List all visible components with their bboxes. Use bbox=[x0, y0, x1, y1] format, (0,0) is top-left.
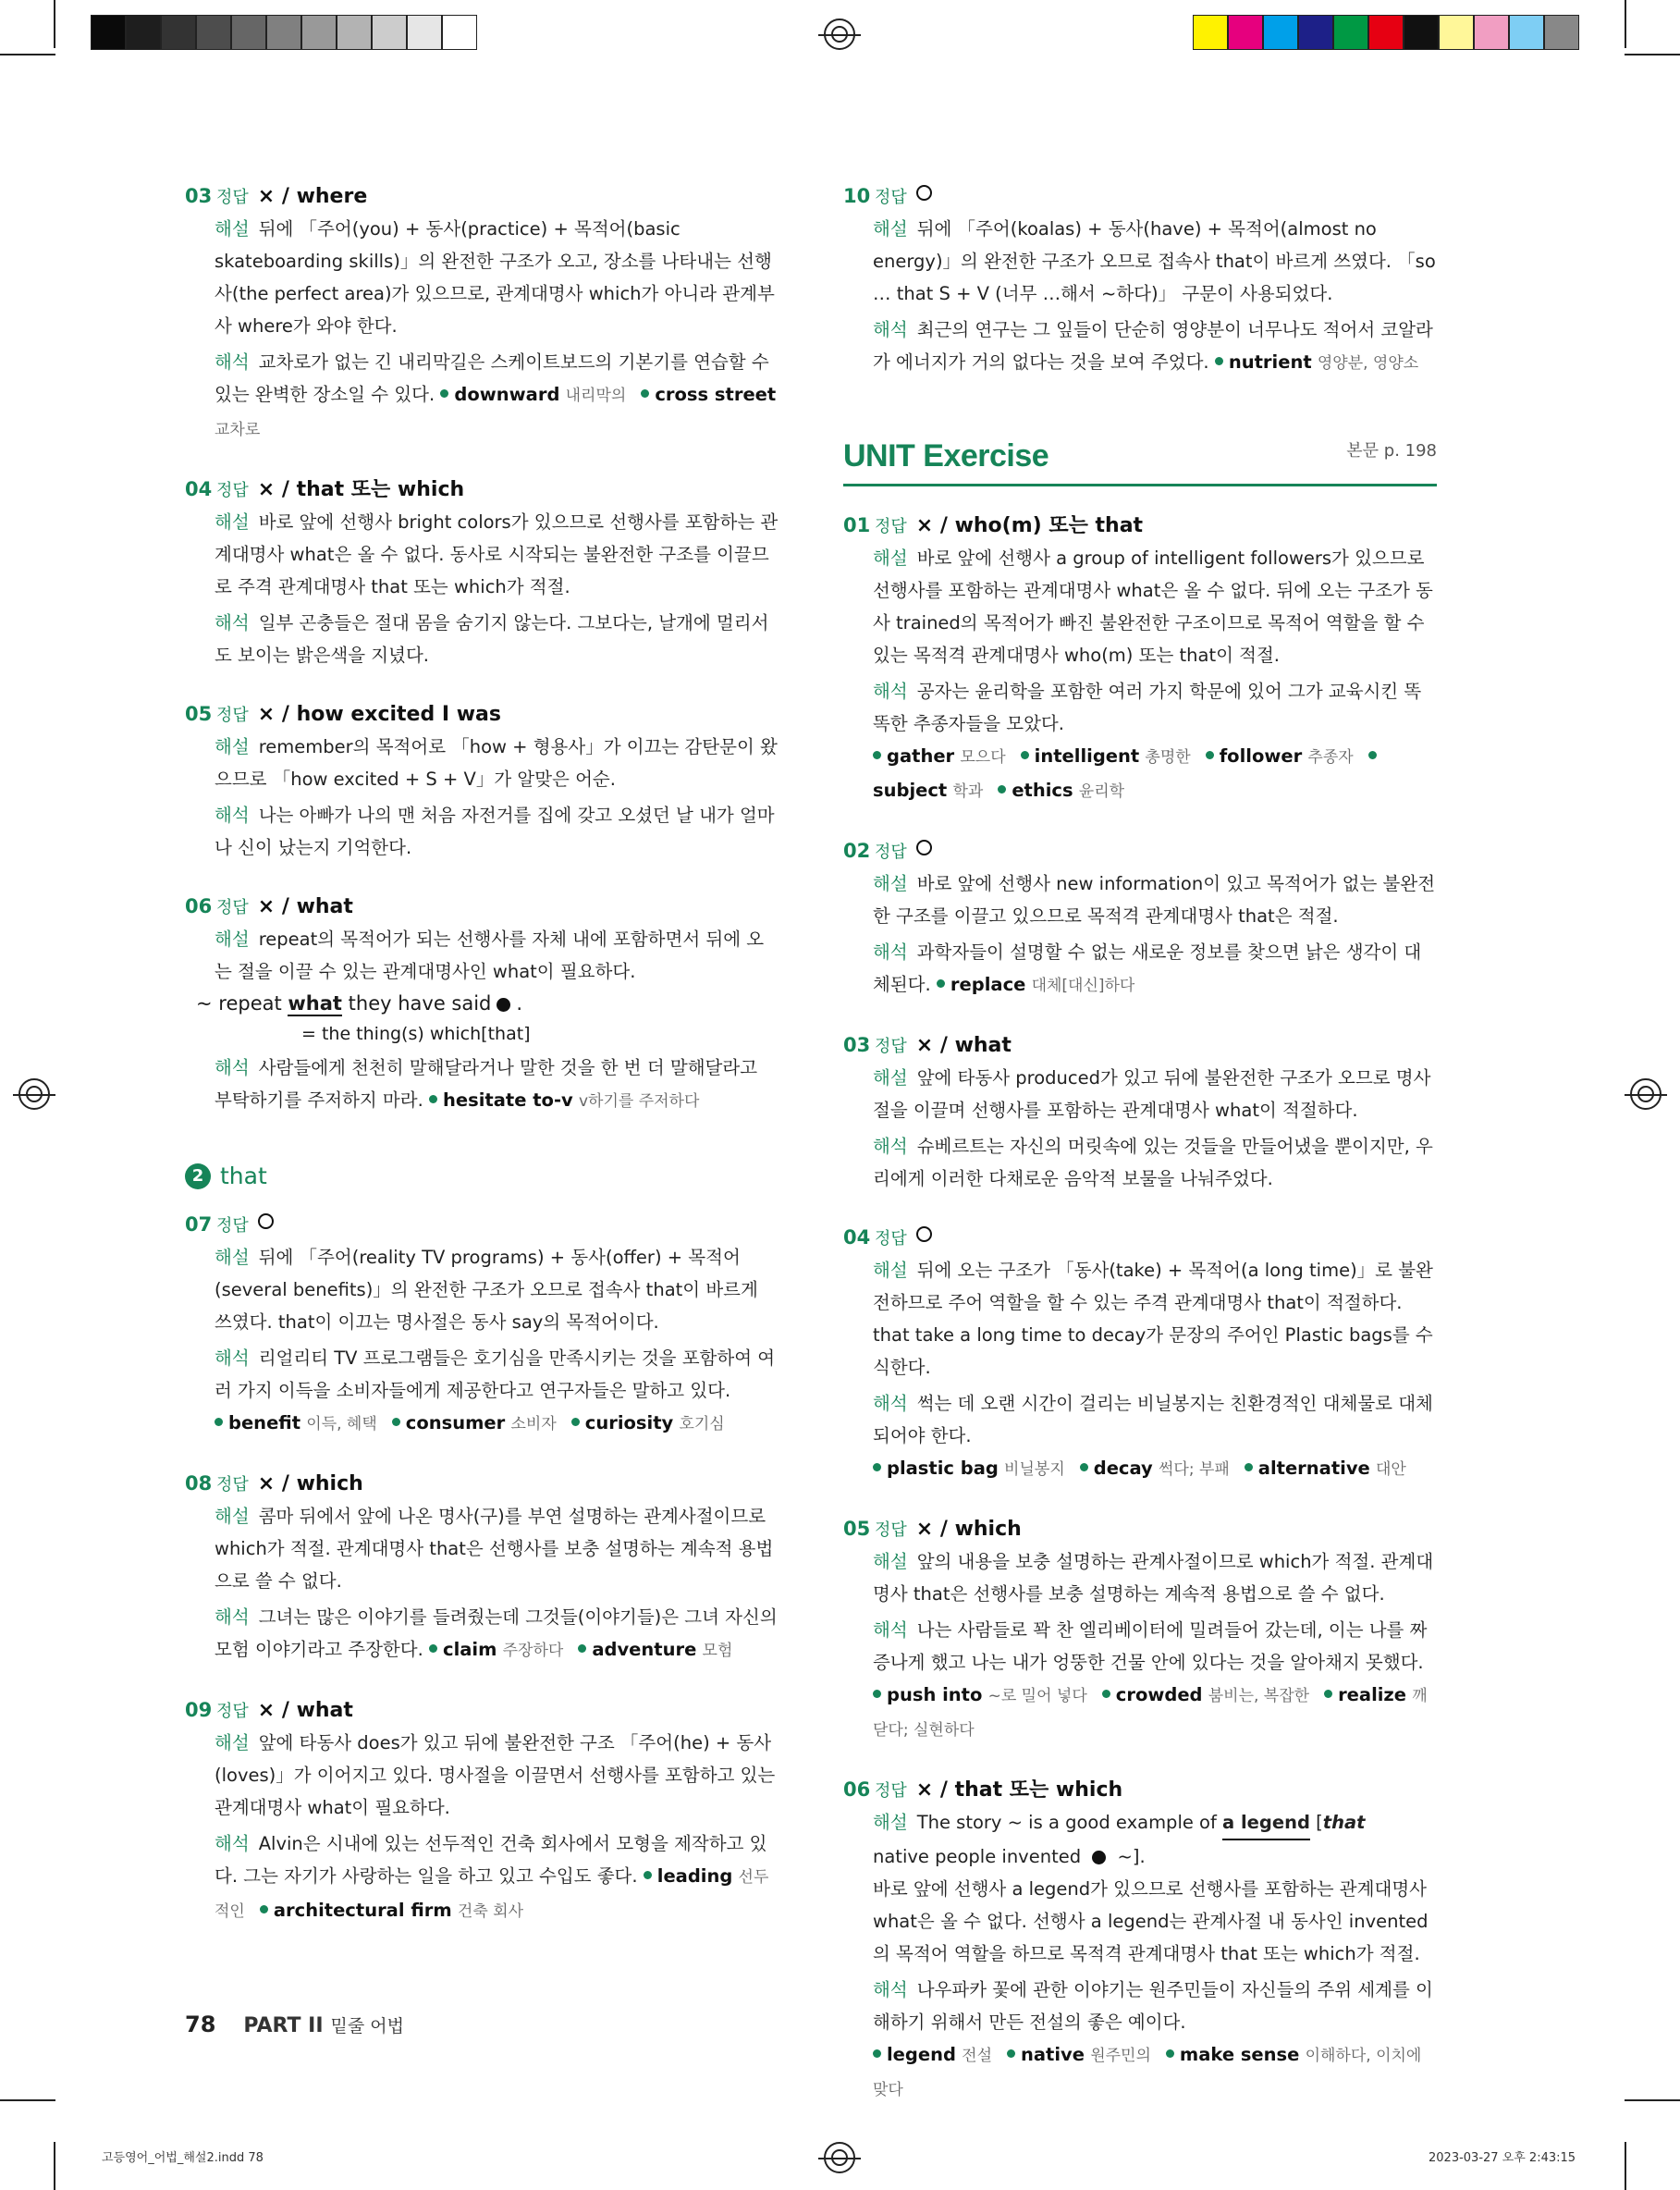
crop-mark bbox=[1625, 54, 1680, 55]
explanation bbox=[843, 213, 1437, 310]
translation-text: 나는 사람들로 꽉 찬 엘리베이터에 밀려들어 갔는데, 이는 나를 짜증나게 했고 나는 내가 엉뚱한 건물 안에 있다는 것을 알아채지 못했다. bbox=[873, 1619, 1428, 1673]
translation bbox=[843, 1614, 1437, 1679]
answer-text: × / where bbox=[257, 185, 368, 208]
translation-label: 해석 bbox=[215, 1057, 250, 1078]
color-swatch bbox=[1439, 15, 1474, 50]
vocab-meaning: 비닐봉지 bbox=[1004, 1460, 1065, 1479]
gap-marker bbox=[497, 998, 510, 1012]
translation bbox=[843, 936, 1437, 1003]
section-title: that bbox=[220, 1163, 267, 1189]
answer-item bbox=[185, 1210, 779, 1441]
vocab-meaning: 원주민의 bbox=[1090, 2047, 1151, 2065]
answer-text: × / which bbox=[257, 1472, 363, 1495]
translation bbox=[843, 314, 1437, 380]
color-swatch bbox=[337, 15, 372, 50]
translation bbox=[843, 1387, 1437, 1452]
answer-text: × / that 또는 which bbox=[915, 1778, 1123, 1802]
item-number: 08 bbox=[185, 1472, 213, 1495]
answer-item bbox=[185, 1469, 779, 1667]
example-text: ~ repeat bbox=[196, 992, 288, 1015]
color-calibration-bar bbox=[1193, 15, 1579, 50]
item-header bbox=[843, 1030, 1437, 1062]
antecedent-underline: a legend bbox=[1222, 1806, 1310, 1840]
explain-label: 해설 bbox=[215, 511, 250, 533]
vocab-bullet-icon bbox=[571, 1418, 580, 1426]
color-swatch bbox=[1228, 15, 1263, 50]
item-header bbox=[185, 699, 779, 731]
translation bbox=[843, 675, 1437, 740]
color-swatch bbox=[1193, 15, 1228, 50]
item-header bbox=[185, 474, 779, 506]
answer-text: × / what bbox=[257, 1699, 353, 1722]
vocab-word: decay bbox=[1093, 1458, 1153, 1479]
vocab-bullet-icon bbox=[937, 979, 945, 988]
vocab-word: alternative bbox=[1257, 1458, 1370, 1479]
explanation-text: 바로 앞에 선행사 a legend가 있으므로 선행사를 포함하는 관계대명사 what은 올 수 없다. 선행사 a legend는 관계사절 내 동사인 invented의 목적어 역할을 하므로 목적격 관계대명사 that 또는 which가 적절. bbox=[873, 1878, 1429, 1964]
item-number: 03 bbox=[843, 1034, 871, 1056]
crop-mark bbox=[54, 0, 55, 48]
item-header bbox=[185, 1695, 779, 1727]
vocab-word: adventure bbox=[592, 1639, 697, 1660]
translation-text: 나는 아빠가 나의 맨 처음 자전거를 집에 갖고 오셨던 날 내가 얼마나 신이 났는지 기억한다. bbox=[215, 805, 775, 858]
explanation-text: 바로 앞에 선행사 bright colors가 있으므로 선행사를 포함하는 관계대명사 what은 올 수 없다. 동사로 시작되는 불완전한 구조를 이끌므로 주격 관계대명사 that 또는 which가 적절. bbox=[215, 511, 779, 597]
vocab-bullet-icon bbox=[1021, 751, 1029, 759]
vocab-meaning: v하기를 주저하다 bbox=[578, 1092, 700, 1111]
section-number-badge: 2 bbox=[185, 1163, 211, 1189]
answer-label: 정답 bbox=[216, 898, 249, 917]
answer-item bbox=[185, 474, 779, 671]
translation-text: 그녀는 많은 이야기를 들려줬는데 그것들(이야기들)은 그녀 자신의 모험 이야기라고 주장한다. bbox=[215, 1606, 778, 1660]
explanation-text: 뒤에 「주어(reality TV programs) + 동사(offer) + 목적어(several benefits)」의 완전한 구조가 오므로 접속사 that이 바르게 쓰였다. that이 이끄는 명사절은 동사 say의 목적어이다. bbox=[215, 1247, 758, 1333]
vocab-word: make sense bbox=[1179, 2044, 1300, 2065]
vocab-word: hesitate to-v bbox=[443, 1089, 573, 1111]
item-number: 06 bbox=[185, 895, 213, 917]
vocab-bullet-icon bbox=[873, 2049, 881, 2058]
answer-text: × / what bbox=[915, 1034, 1012, 1057]
vocab-bullet-icon bbox=[641, 389, 649, 398]
page-number: 78 bbox=[185, 2012, 216, 2037]
vocab-meaning: 내리막의 bbox=[565, 387, 627, 405]
vocab-meaning: 학과 bbox=[952, 782, 984, 801]
item-header bbox=[185, 1210, 779, 1241]
translation-text: 공자는 윤리학을 포함한 여러 가지 학문에 있어 그가 교육시킨 똑똑한 추종자들을 모았다. bbox=[873, 681, 1422, 734]
example-text: they have said bbox=[341, 992, 492, 1015]
underlined-word: what bbox=[288, 992, 342, 1015]
color-swatch bbox=[161, 15, 196, 50]
explain-label: 해설 bbox=[215, 1247, 250, 1268]
answer-label: 정답 bbox=[875, 188, 907, 207]
file-slug: 고등영어_어법_해설2.indd 78 bbox=[102, 2151, 264, 2165]
crop-mark bbox=[1625, 2142, 1626, 2190]
color-swatch bbox=[91, 15, 126, 50]
translation-label: 해석 bbox=[873, 1979, 908, 2000]
gap-marker bbox=[1092, 1851, 1106, 1864]
item-number: 04 bbox=[843, 1226, 871, 1249]
answer-label: 정답 bbox=[216, 1702, 249, 1721]
crop-mark bbox=[54, 2142, 55, 2190]
vocab-meaning: 썩다; 부패 bbox=[1158, 1460, 1230, 1479]
vocab-word: leading bbox=[656, 1865, 733, 1887]
vocab-meaning: 총명한 bbox=[1145, 748, 1191, 767]
vocab-meaning: 추종자 bbox=[1307, 748, 1354, 767]
registration-mark bbox=[824, 2142, 855, 2173]
vocab-word: downward bbox=[454, 384, 560, 405]
item-header bbox=[843, 1223, 1437, 1254]
vocab-word: follower bbox=[1219, 745, 1303, 767]
answer-text: × / how excited I was bbox=[257, 703, 501, 726]
vocab-bullet-icon bbox=[1324, 1690, 1332, 1698]
item-number: 10 bbox=[843, 185, 871, 207]
vocab-bullet-icon bbox=[429, 1644, 437, 1653]
item-number: 01 bbox=[843, 514, 871, 536]
explanation bbox=[843, 1062, 1437, 1126]
vocab-word: realize bbox=[1338, 1684, 1407, 1705]
right-column bbox=[843, 181, 1437, 2135]
vocab-word: benefit bbox=[228, 1412, 301, 1433]
vocab-meaning: 건축 회사 bbox=[457, 1902, 524, 1921]
vocab-word: crowded bbox=[1115, 1684, 1203, 1705]
vocab-bullet-icon bbox=[1007, 2049, 1015, 2058]
explanation bbox=[843, 867, 1437, 932]
answer-label: 정답 bbox=[875, 843, 907, 862]
answer-text: × / that 또는 which bbox=[257, 478, 465, 501]
vocab-word: native bbox=[1021, 2044, 1085, 2065]
unit-title-b: Exercise bbox=[923, 438, 1049, 474]
vocab-word: curiosity bbox=[584, 1412, 674, 1433]
vocab-word: claim bbox=[443, 1639, 497, 1660]
vocab-word: architectural firm bbox=[273, 1900, 452, 1921]
explanation-text: 바로 앞에 선행사 a group of intelligent followers가 있으므로 선행사를 포함하는 관계대명사 what은 올 수 없다. 뒤에 오는 구조가 동사 trained의 목적어가 빠진 불완전한 구조이므로 목적어 역할을 할 수 있는 목적격 관계대명사 who(m) 또는 that이 적절. bbox=[873, 548, 1433, 666]
vocab-bullet-icon bbox=[215, 1418, 223, 1426]
vocab-word: cross street bbox=[655, 384, 777, 405]
unit-title-a: UNIT bbox=[843, 438, 915, 474]
part-label: PART II bbox=[243, 2014, 324, 2037]
vocab-meaning: 호기심 bbox=[679, 1415, 725, 1433]
vocab-bullet-icon bbox=[1166, 2049, 1174, 2058]
example-text: ~]. bbox=[1111, 1846, 1146, 1867]
answer-text: × / what bbox=[257, 895, 353, 918]
vocab-meaning: 선두적인 bbox=[215, 1868, 769, 1921]
item-number: 03 bbox=[185, 185, 213, 207]
answer-text: × / who(m) 또는 that bbox=[915, 514, 1144, 537]
correct-circle-icon bbox=[916, 1226, 932, 1242]
translation-text: 사람들에게 천천히 말해달라거나 말한 것을 한 번 더 말해달라고 부탁하기를 주저하지 마라. bbox=[215, 1057, 758, 1111]
vocab-meaning: 깨닫다; 실현하다 bbox=[873, 1687, 1428, 1740]
vocab-word: subject bbox=[873, 780, 948, 801]
translation bbox=[185, 799, 779, 864]
translation-label: 해석 bbox=[873, 1619, 908, 1641]
color-swatch bbox=[1404, 15, 1439, 50]
crop-mark bbox=[1625, 0, 1626, 48]
item-header bbox=[843, 181, 1437, 213]
answer-item bbox=[843, 1514, 1437, 1747]
vocab-bullet-icon bbox=[873, 751, 881, 759]
item-number: 05 bbox=[843, 1518, 871, 1540]
translation-label: 해석 bbox=[215, 351, 250, 373]
translation bbox=[185, 1342, 779, 1407]
explanation-text: 뒤에 오는 구조가 「동사(take) + 목적어(a long time)」로 불완전하므로 주어 역할을 할 수 있는 주격 관계대명사 that이 적절하다. that take a long time to decay가 문장의 주어인 Plastic bags를 수식한다. bbox=[873, 1260, 1433, 1378]
explanation bbox=[185, 1241, 779, 1338]
item-number: 07 bbox=[185, 1213, 213, 1236]
left-column bbox=[185, 181, 779, 1956]
explanation-text: repeat의 목적어가 되는 선행사를 자체 내에 포함하면서 뒤에 오는 절을 이끌 수 있는 관계대명사인 what이 필요하다. bbox=[215, 929, 765, 982]
answer-label: 정답 bbox=[875, 1781, 907, 1801]
explain-label: 해설 bbox=[215, 218, 250, 240]
vocab-meaning: 전설 bbox=[962, 2047, 992, 2065]
answer-label: 정답 bbox=[875, 517, 907, 536]
section-heading bbox=[185, 1163, 779, 1189]
answer-label: 정답 bbox=[216, 706, 249, 725]
part-subtitle: 밑줄 어법 bbox=[330, 2016, 404, 2036]
vocab-word: plastic bag bbox=[887, 1458, 999, 1479]
vocab-bullet-icon bbox=[1215, 357, 1223, 365]
vocab-bullet-icon bbox=[440, 389, 448, 398]
translation-text: 과학자들이 설명할 수 없는 새로운 정보를 찾으면 낡은 생각이 대체된다. bbox=[873, 941, 1422, 995]
vocab-meaning: 모험 bbox=[702, 1642, 733, 1660]
registration-mark bbox=[1630, 1078, 1662, 1110]
explanation-text: 바로 앞에 선행사 new information이 있고 목적어가 없는 불완전한 구조를 이끌고 있으므로 목적격 관계대명사 that은 적절. bbox=[873, 873, 1436, 927]
explanation-text: 뒤에 「주어(koalas) + 동사(have) + 목적어(almost no energy)」의 완전한 구조가 오므로 접속사 that이 바르게 쓰였다. 「so … that S + V (너무 …해서 ~하다)」 구문이 사용되었다. bbox=[873, 218, 1436, 304]
vocab-bullet-icon bbox=[998, 785, 1006, 794]
explain-label: 해설 bbox=[215, 1732, 250, 1753]
translation-text: 슈베르트는 자신의 머릿속에 있는 것들을 만들어냈을 뿐이지만, 우리에게 이러한 다채로운 음악적 보물을 나눠주었다. bbox=[873, 1136, 1433, 1189]
correct-circle-icon bbox=[916, 840, 932, 855]
vocab-word: legend bbox=[887, 2044, 956, 2065]
translation-label: 해석 bbox=[215, 1347, 250, 1369]
example-text: native people invented bbox=[873, 1846, 1082, 1867]
answer-item bbox=[843, 1775, 1437, 2107]
vocab-meaning: 교차로 bbox=[215, 421, 261, 439]
color-swatch bbox=[442, 15, 477, 50]
item-number: 06 bbox=[843, 1778, 871, 1801]
vocab-meaning: 윤리학 bbox=[1078, 782, 1125, 801]
vocab-bullet-icon bbox=[429, 1095, 437, 1103]
translation-label: 해석 bbox=[215, 612, 250, 634]
vocab-meaning: 주장하다 bbox=[502, 1642, 564, 1660]
answer-item bbox=[843, 1030, 1437, 1195]
answer-item bbox=[185, 892, 779, 1118]
item-header bbox=[185, 181, 779, 213]
explain-label: 해설 bbox=[873, 873, 908, 894]
vocab-list bbox=[843, 2038, 1437, 2107]
vocab-bullet-icon bbox=[260, 1905, 268, 1913]
crop-mark bbox=[0, 54, 55, 55]
answer-label: 정답 bbox=[216, 1475, 249, 1495]
translation-label: 해석 bbox=[873, 1136, 908, 1157]
explain-label: 해설 bbox=[873, 1812, 908, 1833]
vocab-meaning: 붐비는, 복잡한 bbox=[1208, 1687, 1310, 1705]
example-text: [ bbox=[1309, 1812, 1323, 1833]
translation bbox=[185, 346, 779, 447]
vocab-word: intelligent bbox=[1034, 745, 1140, 767]
answer-item bbox=[185, 699, 779, 864]
example-note: = the thing(s) which[that] bbox=[301, 1024, 531, 1044]
translation-label: 해석 bbox=[873, 319, 908, 340]
vocab-bullet-icon bbox=[578, 1644, 586, 1653]
color-swatch bbox=[1509, 15, 1544, 50]
item-number: 05 bbox=[185, 703, 213, 725]
answer-text: × / which bbox=[915, 1518, 1022, 1541]
explanation bbox=[185, 506, 779, 603]
item-number: 04 bbox=[185, 478, 213, 500]
translation-text: 리얼리티 TV 프로그램들은 호기심을 만족시키는 것을 포함하여 여러 가지 이득을 소비자들에게 제공한다고 연구자들은 말하고 있다. bbox=[215, 1347, 776, 1401]
correct-circle-icon bbox=[916, 185, 932, 201]
vocab-meaning: 대안 bbox=[1376, 1460, 1406, 1479]
explanation bbox=[185, 1500, 779, 1597]
explain-label: 해설 bbox=[215, 1506, 250, 1527]
answer-item bbox=[843, 181, 1437, 380]
explanation-text: 뒤에 「주어(you) + 동사(practice) + 목적어(basic skateboarding skills)」의 완전한 구조가 오고, 장소를 나타내는 선행사(the perfect area)가 있으므로, 관계대명사 which가 아니라 관계부사 where가 와야 한다. bbox=[215, 218, 775, 337]
answer-item bbox=[185, 181, 779, 447]
translation-text: 일부 곤충들은 절대 몸을 숨기지 않는다. 그보다는, 날개에 멀리서도 보이는 밝은색을 지녔다. bbox=[215, 612, 769, 666]
vocab-bullet-icon bbox=[1245, 1463, 1253, 1471]
vocab-bullet-icon bbox=[644, 1871, 652, 1879]
explanation bbox=[185, 213, 779, 342]
registration-mark bbox=[18, 1078, 50, 1110]
answer-item bbox=[843, 1223, 1437, 1486]
vocab-word: nutrient bbox=[1228, 351, 1312, 373]
translation bbox=[185, 1601, 779, 1667]
item-header bbox=[843, 1514, 1437, 1545]
explanation bbox=[843, 1545, 1437, 1610]
answer-item bbox=[843, 511, 1437, 808]
relative-pronoun: that bbox=[1322, 1812, 1366, 1833]
example-line: ~ repeat what they have said . bbox=[196, 992, 523, 1015]
translation-label: 해석 bbox=[873, 1393, 908, 1414]
vocab-list bbox=[843, 740, 1437, 808]
explain-label: 해설 bbox=[873, 548, 908, 569]
color-swatch bbox=[1544, 15, 1579, 50]
explain-label: 해설 bbox=[873, 1067, 908, 1089]
explanation bbox=[185, 731, 779, 795]
explain-label: 해설 bbox=[873, 1551, 908, 1572]
item-header bbox=[185, 1469, 779, 1500]
vocab-bullet-icon bbox=[392, 1418, 400, 1426]
vocab-bullet-icon bbox=[873, 1690, 881, 1698]
vocab-meaning: 이해하다, 이치에 맞다 bbox=[873, 2047, 1422, 2099]
answer-item bbox=[185, 1695, 779, 1928]
crop-mark bbox=[0, 2099, 55, 2101]
translation-label: 해석 bbox=[215, 805, 250, 826]
translation-label: 해석 bbox=[873, 941, 908, 963]
explanation bbox=[843, 1254, 1437, 1384]
translation bbox=[185, 607, 779, 671]
vocab-meaning: 이득, 혜택 bbox=[306, 1415, 377, 1433]
explanation-text: 콤마 뒤에서 앞에 나온 명사(구)를 부연 설명하는 관계사절이므로 which가 적절. 관계대명사 that은 선행사를 보충 설명하는 계속적 용법으로 쓸 수 없다. bbox=[215, 1506, 774, 1592]
unit-title bbox=[843, 438, 1048, 474]
answer-label: 정답 bbox=[216, 481, 249, 500]
explanation-text: 앞의 내용을 보충 설명하는 관계사절이므로 which가 적절. 관계대명사 that은 선행사를 보충 설명하는 계속적 용법으로 쓸 수 없다. bbox=[873, 1551, 1434, 1605]
vocab-bullet-icon bbox=[1102, 1690, 1110, 1698]
vocab-word: ethics bbox=[1012, 780, 1073, 801]
vocab-word: push into bbox=[887, 1684, 983, 1705]
explanation bbox=[185, 1727, 779, 1824]
color-swatch bbox=[126, 15, 161, 50]
answer-label: 정답 bbox=[216, 188, 249, 207]
color-swatch bbox=[1263, 15, 1298, 50]
translation-label: 해석 bbox=[215, 1606, 250, 1628]
color-swatch bbox=[196, 15, 231, 50]
item-number: 02 bbox=[843, 840, 871, 862]
gray-calibration-bar bbox=[91, 15, 477, 50]
answer-label: 정답 bbox=[875, 1037, 907, 1056]
translation-text: 최근의 연구는 그 잎들이 단순히 영양분이 너무나도 적어서 코알라가 에너지가 거의 없다는 것을 보여 주었다. bbox=[873, 319, 1433, 373]
explain-label: 해설 bbox=[873, 1260, 908, 1281]
answer-label: 정답 bbox=[875, 1520, 907, 1540]
explanation-text: remember의 목적어로 「how + 형용사」가 이끄는 감탄문이 왔으므로 「how excited + S + V」가 알맞은 어순. bbox=[215, 736, 778, 790]
vocab-word: consumer bbox=[405, 1412, 506, 1433]
unit-exercise-header bbox=[843, 434, 1437, 486]
color-swatch bbox=[1298, 15, 1333, 50]
translation-text: 교차로가 없는 긴 내리막길은 스케이트보드의 기본기를 연습할 수 있는 완벽한 장소일 수 있다. bbox=[215, 351, 769, 405]
translation-text: 썩는 데 오랜 시간이 걸리는 비닐봉지는 친환경적인 대체물로 대체되어야 한다. bbox=[873, 1393, 1433, 1446]
item-header bbox=[843, 836, 1437, 867]
translation-label: 해석 bbox=[873, 681, 908, 702]
registration-mark bbox=[824, 18, 855, 50]
answer-label: 정답 bbox=[875, 1229, 907, 1249]
translation-label: 해석 bbox=[215, 1833, 250, 1854]
vocab-meaning: 모으다 bbox=[960, 748, 1006, 767]
item-number: 09 bbox=[185, 1699, 213, 1721]
correct-circle-icon bbox=[258, 1213, 274, 1229]
vocab-word: gather bbox=[887, 745, 955, 767]
answer-item bbox=[843, 836, 1437, 1003]
vocab-bullet-icon bbox=[873, 1463, 881, 1471]
explanation-text: 앞에 타동사 produced가 있고 뒤에 불완전한 구조가 오므로 명사절을 이끌며 선행사를 포함하는 관계대명사 what이 적절하다. bbox=[873, 1067, 1431, 1121]
vocab-word: replace bbox=[950, 974, 1026, 995]
translation-text: 나우파카 꽃에 관한 이야기는 원주민들이 자신들의 주위 세계를 이해하기 위해서 만든 전설의 좋은 예이다. bbox=[873, 1979, 1433, 2033]
item-header bbox=[843, 511, 1437, 542]
color-swatch bbox=[1333, 15, 1368, 50]
vocab-meaning: 영양분, 영양소 bbox=[1317, 354, 1419, 373]
example-text: The story ~ is a good example of bbox=[916, 1812, 1223, 1833]
color-swatch bbox=[301, 15, 337, 50]
explanation bbox=[843, 542, 1437, 671]
explain-label: 해설 bbox=[873, 218, 908, 240]
explanation-text: 앞에 타동사 does가 있고 뒤에 불완전한 구조 「주어(he) + 동사(loves)」가 이어지고 있다. 명사절을 이끌면서 선행사를 포함하고 있는 관계대명사 what이 필요하다. bbox=[215, 1732, 776, 1818]
vocab-bullet-icon bbox=[1206, 751, 1214, 759]
vocab-meaning: ~로 밀어 넣다 bbox=[987, 1687, 1087, 1705]
vocab-bullet-icon bbox=[1368, 751, 1377, 759]
crop-mark bbox=[1625, 2099, 1680, 2101]
color-swatch bbox=[407, 15, 442, 50]
color-swatch bbox=[231, 15, 266, 50]
answer-label: 정답 bbox=[216, 1216, 249, 1236]
date-slug: 2023-03-27 오후 2:43:15 bbox=[1429, 2151, 1576, 2165]
page-footer bbox=[185, 2012, 404, 2037]
page-reference: 본문 p. 198 bbox=[1346, 441, 1437, 461]
vocab-list bbox=[843, 1679, 1437, 1747]
explain-label: 해설 bbox=[215, 736, 250, 757]
translation bbox=[843, 1130, 1437, 1195]
color-swatch bbox=[1368, 15, 1404, 50]
vocab-list bbox=[843, 1452, 1437, 1486]
color-swatch bbox=[372, 15, 407, 50]
translation-text: Alvin은 시내에 있는 선두적인 건축 회사에서 모형을 제작하고 있다. 그는 자기가 사랑하는 일을 하고 있고 수입도 좋다. bbox=[215, 1833, 767, 1887]
vocab-bullet-icon bbox=[1080, 1463, 1088, 1471]
color-swatch bbox=[1474, 15, 1509, 50]
translation bbox=[185, 1827, 779, 1928]
explain-label: 해설 bbox=[215, 929, 250, 950]
color-swatch bbox=[266, 15, 301, 50]
vocab-meaning: 대체[대신]하다 bbox=[1031, 977, 1135, 995]
vocab-meaning: 소비자 bbox=[510, 1415, 557, 1433]
vocab-list bbox=[185, 1407, 779, 1441]
